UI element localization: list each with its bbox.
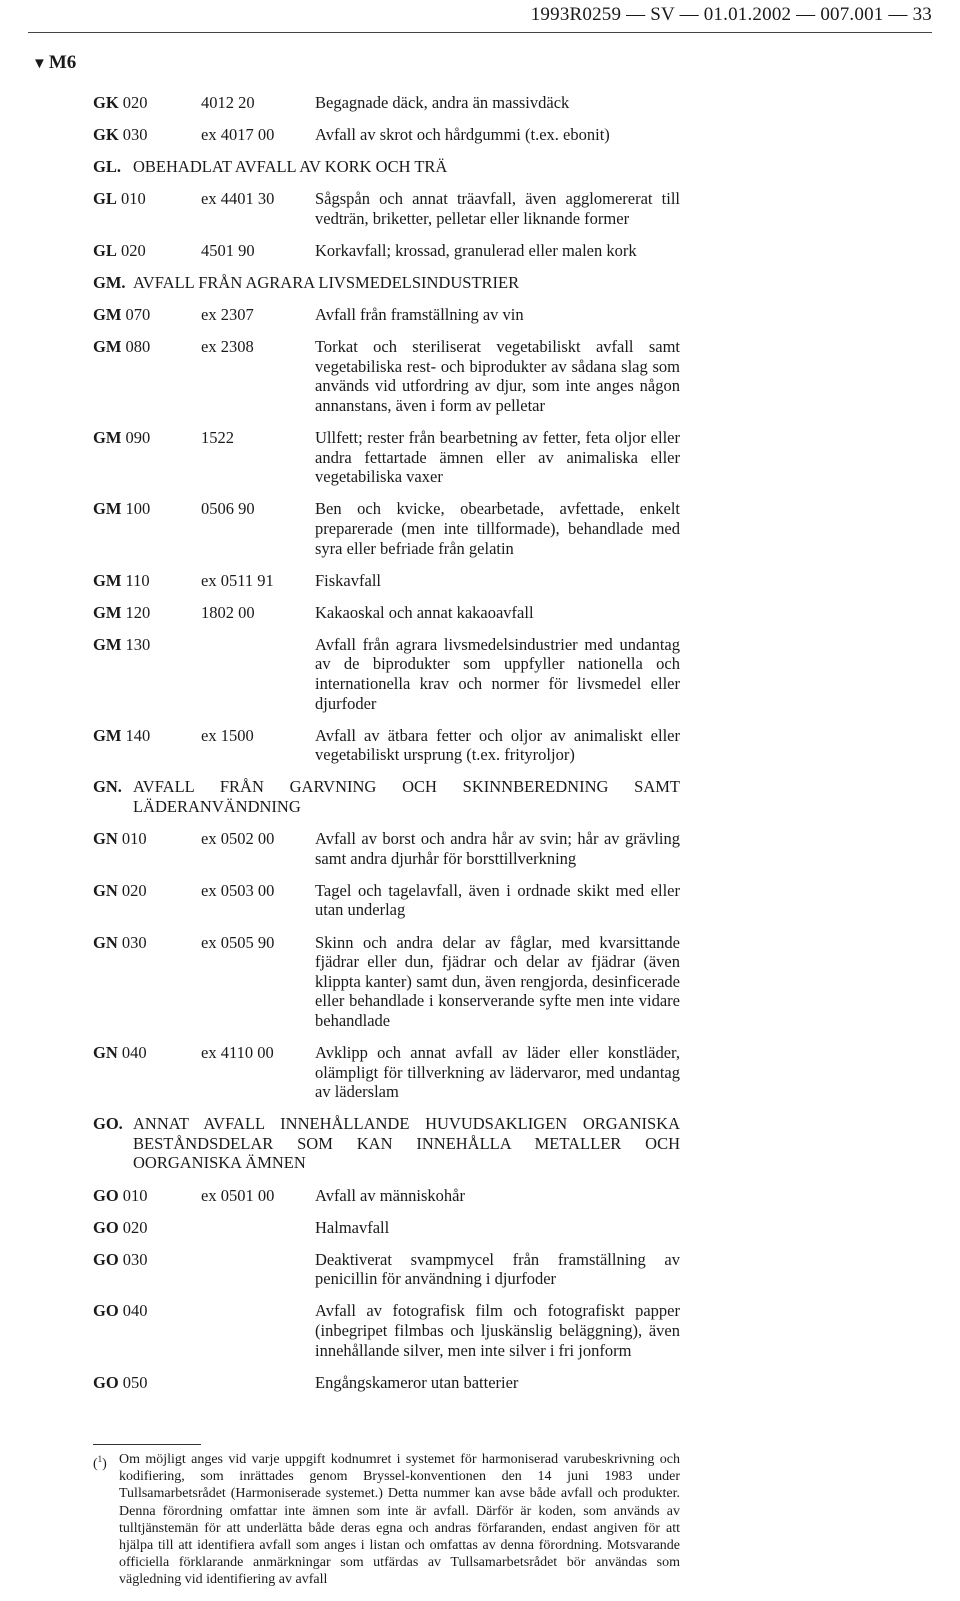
waste-code: [93, 726, 201, 765]
waste-code-prefix: GO: [93, 1249, 119, 1269]
waste-code-number: 050: [122, 1372, 148, 1392]
waste-description: Fiskavfall: [315, 570, 381, 590]
waste-entry-row: [93, 1250, 680, 1289]
section-heading: [93, 157, 680, 177]
hs-code: ex 4401 30: [201, 189, 275, 209]
waste-entry-row: [93, 305, 680, 325]
waste-description: Sågspån och annat träavfall, även agglomererat till vedträn, briketter, pelletar eller liknande former: [315, 189, 680, 228]
hs-code: 4501 90: [201, 240, 255, 260]
waste-code-prefix: GM: [93, 570, 122, 590]
hs-code: [201, 1250, 315, 1289]
footnote-marker: ($^1$): [93, 1454, 107, 1472]
section-heading: [93, 777, 680, 816]
waste-code-number: 020: [122, 93, 148, 112]
footnote: [93, 1451, 680, 1589]
amendment-marker-label: M6: [48, 52, 77, 73]
waste-description: Kakaoskal och annat kakaoavfall: [315, 602, 534, 622]
waste-description: Avfall av fotografisk film och fotografiskt papper (inbegripet filmbas och ljuskänslig beläggning), även innehållande silver, men inte silver i fri jonform: [315, 1301, 680, 1360]
waste-entry-row: [93, 125, 680, 145]
waste-code-prefix: GM: [93, 725, 122, 745]
hs-code: [201, 1218, 315, 1238]
hs-code: [201, 1373, 315, 1393]
hs-code: ex 0503 00: [201, 880, 275, 900]
waste-code: [93, 125, 201, 145]
amendment-marker: [32, 52, 76, 74]
waste-description: Avklipp och annat avfall av läder eller konstläder, olämpligt för tillverkning av lädervaror, med undantag av läderslam: [315, 1042, 680, 1102]
waste-code-prefix: GM: [93, 499, 122, 519]
triangle-down-icon: ▼: [32, 56, 47, 72]
hs-code: ex 0511 91: [201, 570, 274, 590]
waste-description: Korkavfall; krossad, granulerad eller malen kork: [315, 240, 637, 260]
waste-description: Avfall av borst och andra hår av svin; hår av grävling samt andra djurhår för borsttillverkning: [315, 829, 680, 868]
waste-code-number: 100: [125, 499, 151, 519]
section-code: GO.: [93, 1114, 123, 1134]
waste-code-prefix: GM: [93, 428, 122, 448]
waste-code-number: 130: [125, 634, 151, 654]
waste-code-prefix: GM: [93, 602, 122, 622]
waste-entry-row: [93, 499, 680, 558]
waste-entry-row: [93, 1218, 680, 1238]
waste-entry-row: [93, 933, 680, 1031]
page-header: 1993R0259 — SV — 01.01.2002 — 007.001 — 33: [530, 4, 932, 25]
waste-code: [93, 1301, 201, 1360]
waste-code-number: 010: [121, 829, 147, 849]
hs-code: ex 2308: [201, 337, 254, 357]
hs-code: ex 0505 90: [201, 932, 275, 952]
waste-code: [93, 1218, 201, 1238]
waste-code-number: 010: [122, 1185, 148, 1205]
waste-code: [93, 1043, 201, 1102]
waste-code: [93, 829, 201, 868]
hs-code: ex 1500: [201, 725, 254, 745]
waste-code-prefix: GL: [93, 189, 117, 209]
waste-code-prefix: GM: [93, 305, 122, 325]
waste-code-prefix: GM: [93, 337, 122, 357]
section-title: AVFALL FRÅN GARVNING OCH SKINNBEREDNING SAMT LÄDERANVÄNDNING: [133, 777, 680, 817]
section-heading: [93, 273, 680, 293]
hs-code: ex 4017 00: [201, 125, 275, 145]
waste-code-number: 040: [121, 1042, 147, 1062]
waste-description: Avfall av skrot och hårdgummi (t.ex. ebonit): [315, 125, 610, 145]
waste-description: Engångskameror utan batterier: [315, 1372, 519, 1392]
waste-code-prefix: GO: [93, 1217, 119, 1237]
hs-code: 1522: [201, 428, 234, 448]
waste-code: [93, 933, 201, 1031]
waste-entry-row: [93, 1301, 680, 1360]
waste-description: Begagnade däck, andra än massivdäck: [315, 93, 570, 112]
waste-code-prefix: GN: [93, 880, 118, 900]
section-code: GL.: [93, 157, 121, 177]
waste-description: Deaktiverat svampmycel från framställning av penicillin för användning i djurfoder: [315, 1249, 680, 1289]
waste-entry-row: [93, 829, 680, 868]
footnote-rule: [93, 1444, 201, 1445]
waste-code-prefix: GO: [93, 1185, 119, 1205]
hs-code: 1802 00: [201, 602, 255, 622]
waste-code-number: 070: [125, 305, 151, 325]
waste-code: [93, 305, 201, 325]
waste-description: Avfall av människohår: [315, 1185, 465, 1205]
waste-code-number: 030: [121, 932, 147, 952]
hs-code: ex 0501 00: [201, 1185, 275, 1205]
waste-code: [93, 1186, 201, 1206]
waste-entry-row: [93, 189, 680, 228]
waste-code-prefix: GO: [93, 1372, 119, 1392]
waste-entry-row: [93, 1043, 680, 1102]
waste-description: Tagel och tagelavfall, även i ordnade skikt med eller utan underlag: [315, 880, 680, 920]
waste-entry-row: [93, 726, 680, 765]
waste-code-number: 120: [125, 602, 151, 622]
footnote-text: Om möjligt anges vid varje uppgift kodnumret i systemet för harmoniserad varubeskrivning och kodifiering, som inrättades genom Bryssel-konventionen den 14 juni 1983 under Tullsamarbetsrådet (Harmoniserade systemet.) Detta nummer kan avse både avfall och produkter. Denna förordning omfattar inte ämnen som inte är avfall. Därför är koden, som används av tulltjänstemän för att underlätta både deras egna och andras förfaranden, endast angiven för att hjälpa till att identifiera avfall som anges i listan och omfattas av denna förordning. Motsvarande officiella förklarande anmärkningar som utfärdas av Tullsamarbetsrådet bör användas som vägledning vid identifiering av avfall: [119, 1452, 680, 1588]
waste-code: [93, 499, 201, 558]
waste-entry-row: [93, 571, 680, 591]
section-code: GM.: [93, 273, 126, 293]
section-heading: [93, 1114, 680, 1173]
waste-code-list: [93, 93, 680, 1405]
waste-entry-row: [93, 1373, 680, 1393]
waste-code: [93, 241, 201, 261]
waste-description: Torkat och steriliserat vegetabiliskt avfall samt vegetabiliska rest- och biprodukter av sådana slag som används vid utfordring av djur, som inte anges någon annanstans, även i form av pelletar: [315, 337, 680, 416]
waste-code-number: 080: [125, 337, 151, 357]
waste-entry-row: [93, 635, 680, 713]
waste-description: Avfall av ätbara fetter och oljor av animaliskt eller vegetabiliskt ursprung (t.ex. frityroljor): [315, 725, 680, 765]
waste-code-number: 030: [122, 125, 148, 145]
waste-code: [93, 337, 201, 415]
waste-code: [93, 189, 201, 228]
waste-code-number: 020: [120, 240, 146, 260]
waste-code: [93, 603, 201, 623]
waste-code: [93, 1373, 201, 1393]
waste-code: [93, 93, 201, 113]
waste-description: Halmavfall: [315, 1217, 390, 1237]
waste-code-number: 010: [120, 189, 146, 209]
waste-code-number: 090: [125, 428, 151, 448]
waste-code-number: 020: [122, 1217, 148, 1237]
waste-code-prefix: GN: [93, 1042, 118, 1062]
waste-code-number: 020: [121, 880, 147, 900]
hs-code: 4012 20: [201, 93, 255, 112]
waste-description: Avfall från framställning av vin: [315, 305, 524, 325]
waste-code-prefix: GN: [93, 932, 118, 952]
waste-entry-row: [93, 337, 680, 415]
waste-code-number: 140: [125, 725, 151, 745]
waste-code-prefix: GK: [93, 125, 119, 145]
header-rule: [28, 32, 932, 33]
waste-entry-row: [93, 428, 680, 487]
waste-code: [93, 635, 201, 713]
waste-code: [93, 881, 201, 920]
waste-entry-row: [93, 241, 680, 261]
section-title: ANNAT AVFALL INNEHÅLLANDE HUVUDSAKLIGEN ORGANISKA BESTÅNDSDELAR SOM KAN INNEHÅLLA METALLER OCH OORGANISKA ÄMNEN: [133, 1114, 680, 1173]
section-title: AVFALL FRÅN AGRARA LIVSMEDELSINDUSTRIER: [133, 273, 520, 293]
waste-entry-row: [93, 603, 680, 623]
waste-description: Skinn och andra delar av fåglar, med kvarsittande fjädrar eller dun, fjädrar och delar av fjädrar (även klippta kanter) samt dun, även rengjorda, desinficerade eller behandlade i konserverande syfte men inte vidare behandlade: [315, 932, 680, 1030]
waste-code: [93, 1250, 201, 1289]
hs-code: 0506 90: [201, 499, 255, 519]
hs-code: ex 0502 00: [201, 829, 275, 849]
waste-description: Avfall från agrara livsmedelsindustrier med undantag av de biprodukter som uppfyller nationella och internationella krav och normer för livsmedel eller djurfoder: [315, 634, 680, 713]
waste-code-prefix: GN: [93, 829, 118, 849]
waste-entry-row: [93, 1186, 680, 1206]
hs-code: ex 2307: [201, 305, 254, 325]
waste-code-number: 110: [125, 570, 150, 590]
hs-code: [201, 635, 315, 713]
hs-code: ex 4110 00: [201, 1042, 274, 1062]
waste-description: Ben och kvicke, obearbetade, avfettade, enkelt preparerade (men inte tillformade), behandlade med syra eller befriade från gelatin: [315, 499, 680, 558]
waste-code: [93, 428, 201, 487]
waste-code-number: 030: [122, 1249, 148, 1269]
waste-code-number: 040: [122, 1301, 148, 1321]
waste-code-prefix: GO: [93, 1301, 119, 1321]
waste-entry-row: [93, 881, 680, 920]
section-title: OBEHADLAT AVFALL AV KORK OCH TRÄ: [133, 157, 448, 177]
waste-code-prefix: GL: [93, 240, 117, 260]
waste-code-prefix: GK: [93, 93, 119, 112]
section-code: GN.: [93, 777, 122, 797]
waste-entry-row: [93, 93, 680, 113]
waste-description: Ullfett; rester från bearbetning av fetter, feta oljor eller andra fettartade ämnen eller av animaliska eller vegetabiliska vaxer: [315, 428, 680, 487]
hs-code: [201, 1301, 315, 1360]
waste-code: [93, 571, 201, 591]
waste-code-prefix: GM: [93, 634, 122, 654]
